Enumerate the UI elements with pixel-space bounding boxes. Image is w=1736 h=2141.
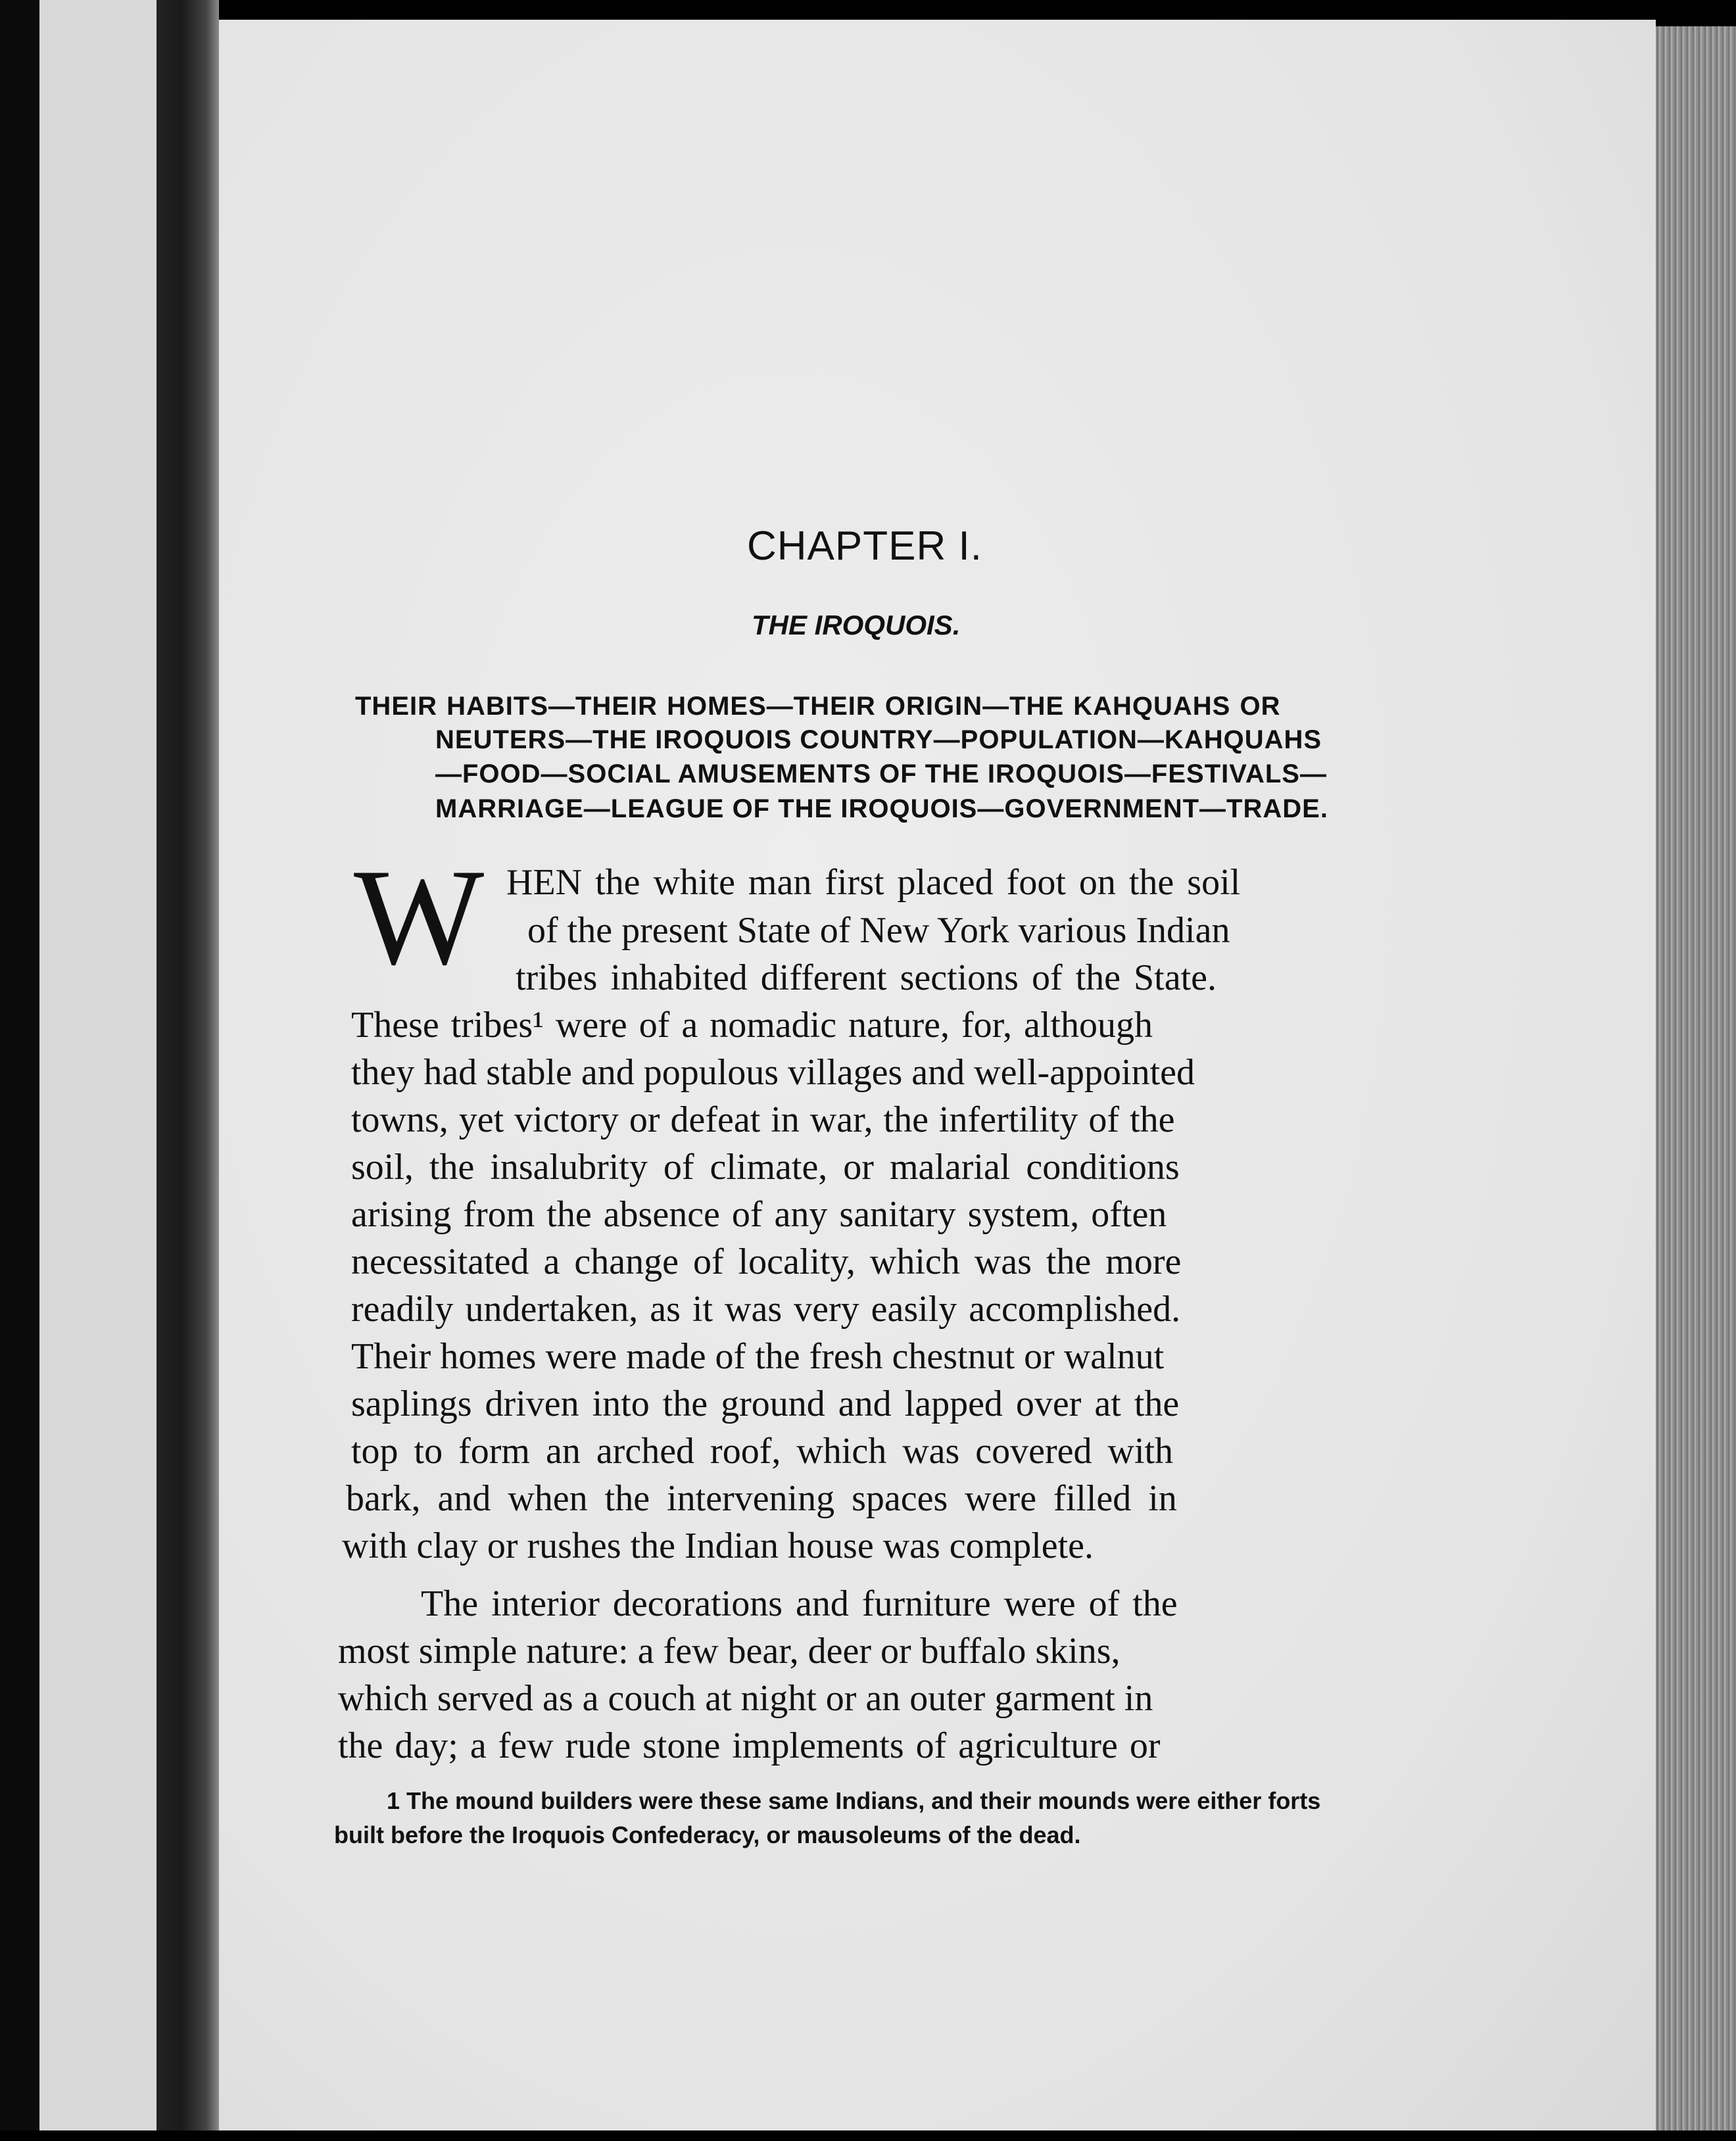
body-line: which served as a couch at night or an outer garment in — [338, 1678, 1153, 1719]
body-line: bark, and when the intervening spaces were filled in — [346, 1478, 1177, 1519]
page-stack-edge — [1656, 26, 1736, 2141]
summary-line: MARRIAGE—LEAGUE OF THE IROQUOIS—GOVERNMENT—TRADE. — [435, 794, 1328, 823]
scan-border — [0, 2130, 1736, 2141]
chapter-title: CHAPTER I. — [747, 523, 982, 569]
body-line: of the present State of New York various Indian — [527, 910, 1230, 951]
body-line: These tribes¹ were of a nomadic nature, for, although — [351, 1005, 1153, 1046]
body-line: towns, yet victory or defeat in war, the infertility of the — [351, 1099, 1175, 1140]
summary-line: —FOOD—SOCIAL AMUSEMENTS OF THE IROQUOIS—FESTIVALS— — [435, 759, 1327, 788]
body-line: HEN the white man first placed foot on the soil — [506, 862, 1241, 903]
body-line: necessitated a change of locality, which was the more — [351, 1241, 1182, 1282]
body-line: soil, the insalubrity of climate, or malarial conditions — [351, 1147, 1180, 1188]
summary-line: THEIR HABITS—THEIR HOMES—THEIR ORIGIN—THE KAHQUAHS OR — [355, 692, 1281, 721]
chapter-subtitle: THE IROQUOIS. — [752, 610, 961, 640]
footnote-line: 1 The mound builders were these same Indians, and their mounds were either forts — [387, 1787, 1321, 1814]
body-line: most simple nature: a few bear, deer or buffalo skins, — [338, 1631, 1121, 1672]
body-line: the day; a few rude stone implements of agriculture or — [338, 1725, 1161, 1766]
body-line: The interior decorations and furniture were of the — [421, 1583, 1178, 1624]
body-line: with clay or rushes the Indian house was complete. — [342, 1526, 1094, 1566]
footnote-line: built before the Iroquois Confederacy, or mausoleums of the dead. — [334, 1821, 1081, 1848]
drop-cap: W — [354, 841, 485, 994]
left-page-edge — [39, 0, 157, 2141]
body-line: readily undertaken, as it was very easily accomplished. — [351, 1289, 1181, 1330]
body-line: tribes inhabited different sections of the State. — [516, 957, 1217, 998]
body-line: Their homes were made of the fresh chestnut or walnut — [351, 1336, 1165, 1377]
body-line: top to form an arched roof, which was covered with — [351, 1431, 1174, 1472]
summary-line: NEUTERS—THE IROQUOIS COUNTRY—POPULATION—KAHQUAHS — [435, 725, 1322, 754]
body-line: they had stable and populous villages and well-appointed — [351, 1052, 1195, 1093]
body-line: saplings driven into the ground and lapped over at the — [351, 1383, 1180, 1424]
body-line: arising from the absence of any sanitary system, often — [351, 1194, 1167, 1235]
book-binding — [157, 0, 219, 2141]
